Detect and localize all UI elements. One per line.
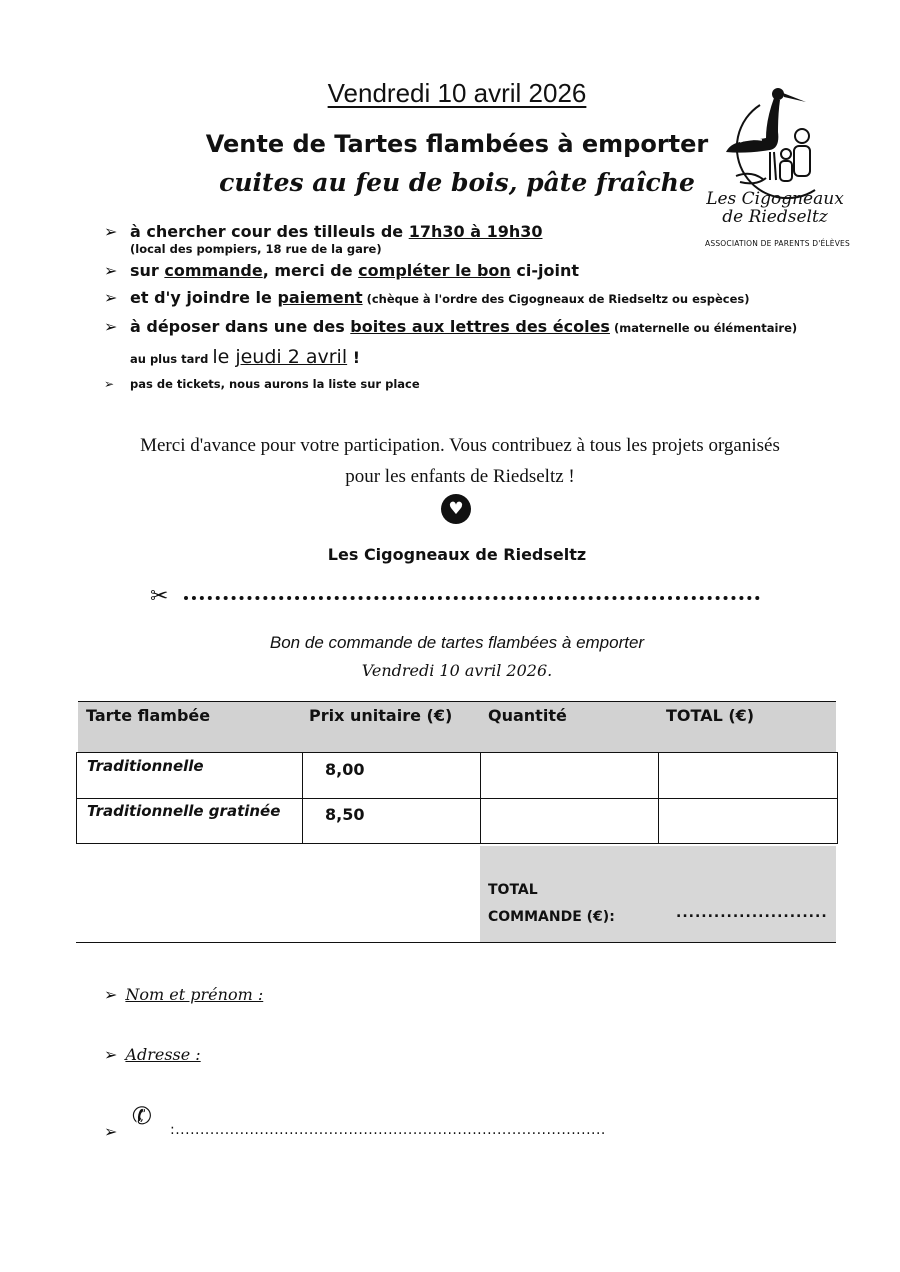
instruction-deadline: au plus tard le jeudi 2 avril ! xyxy=(130,346,360,368)
total-label: TOTAL COMMANDE (€): xyxy=(488,882,615,925)
instruction-payment: ➢ et d'y joindre le paiement (chèque à l'ordre des Cigogneaux de Riedseltz ou espèces) xyxy=(104,284,824,313)
bullet-arrow-icon: ➢ xyxy=(104,261,118,280)
total-cell[interactable] xyxy=(658,798,837,843)
header-total: TOTAL (€) xyxy=(666,706,755,725)
phone-field-arrow xyxy=(104,1122,117,1141)
table-row xyxy=(76,798,838,844)
phone-field[interactable]: :....................................................................................... xyxy=(170,1122,606,1138)
signature: Les Cigogneaux de Riedseltz xyxy=(327,545,587,564)
row-name: Traditionnelle gratinée xyxy=(87,802,281,820)
instructions-list xyxy=(104,218,824,394)
quantity-cell[interactable] xyxy=(480,798,659,843)
logo-name-line2: de Riedseltz xyxy=(722,207,828,227)
instruction-order: ➢ sur commande, merci de compléter le bon ci-joint xyxy=(104,257,824,284)
bullet-arrow-icon: ➢ xyxy=(104,1045,118,1064)
table-bottom-line xyxy=(76,942,836,943)
bullet-arrow-icon: ➢ xyxy=(104,377,115,391)
table-row xyxy=(76,752,838,799)
instruction-pickup-note: (local des pompiers, 18 rue de la gare) xyxy=(130,242,382,256)
instruction-deposit: ➢ à déposer dans une des boites aux lettres des écoles (maternelle ou élémentaire) xyxy=(104,313,824,342)
page-subtitle: cuites au feu de bois, pâte fraîche xyxy=(219,168,695,197)
quantity-cell[interactable] xyxy=(480,753,659,798)
thanks-line2: pour les enfants de Riedseltz ! xyxy=(345,466,575,487)
scissors-icon: ✂ xyxy=(150,584,169,609)
order-form-title: Bon de commande de tartes flambées à emporter xyxy=(269,633,645,652)
order-form-date: Vendredi 10 avril 2026. xyxy=(361,661,553,680)
bullet-arrow-icon: ➢ xyxy=(104,288,118,307)
heart-icon: ♥ xyxy=(441,494,471,524)
instruction-pickup: ➢ à chercher cour des tilleuls de 17h30 à 19h30 xyxy=(104,218,824,245)
table-header xyxy=(78,701,836,753)
name-field[interactable] xyxy=(104,985,263,1004)
page-date-title: Vendredi 10 avril 2026 xyxy=(327,78,587,108)
bullet-arrow-icon: ➢ xyxy=(104,317,118,336)
instruction-no-tickets: ➢ pas de tickets, nous aurons la liste sur place xyxy=(104,374,824,394)
address-field[interactable] xyxy=(104,1045,201,1064)
row-price: 8,00 xyxy=(325,760,365,779)
total-order-field[interactable]: ........................ xyxy=(676,905,828,921)
row-name: Traditionnelle xyxy=(87,757,204,775)
bullet-arrow-icon: ➢ xyxy=(104,222,118,241)
deadline-date: jeudi 2 avril xyxy=(235,346,348,368)
cut-line xyxy=(184,596,760,600)
logo-tagline: ASSOCIATION DE PARENTS D'ÉLÈVES xyxy=(705,239,850,248)
bullet-arrow-icon: ➢ xyxy=(104,985,118,1004)
total-cell[interactable] xyxy=(658,753,837,798)
page-title: Vente de Tartes flambées à emporter xyxy=(205,130,709,158)
thanks-line1: Merci d'avance pour votre participation. Vous contribuez à tous les projets organisés xyxy=(140,435,780,456)
header-quantite: Quantité xyxy=(488,706,567,725)
thanks-message xyxy=(60,430,860,492)
header-prix: Prix unitaire (€) xyxy=(309,706,453,725)
logo-name-line1: Les Cigogneaux xyxy=(706,189,844,209)
name-label: Nom et prénom : xyxy=(125,985,264,1004)
phone-icon: ✆ xyxy=(129,1100,155,1132)
address-label: Adresse : xyxy=(125,1045,201,1064)
bullet-arrow-icon: ➢ xyxy=(104,1122,118,1141)
header-tarte: Tarte flambée xyxy=(86,706,211,725)
row-price: 8,50 xyxy=(325,805,365,824)
pickup-time: 17h30 à 19h30 xyxy=(408,222,543,241)
